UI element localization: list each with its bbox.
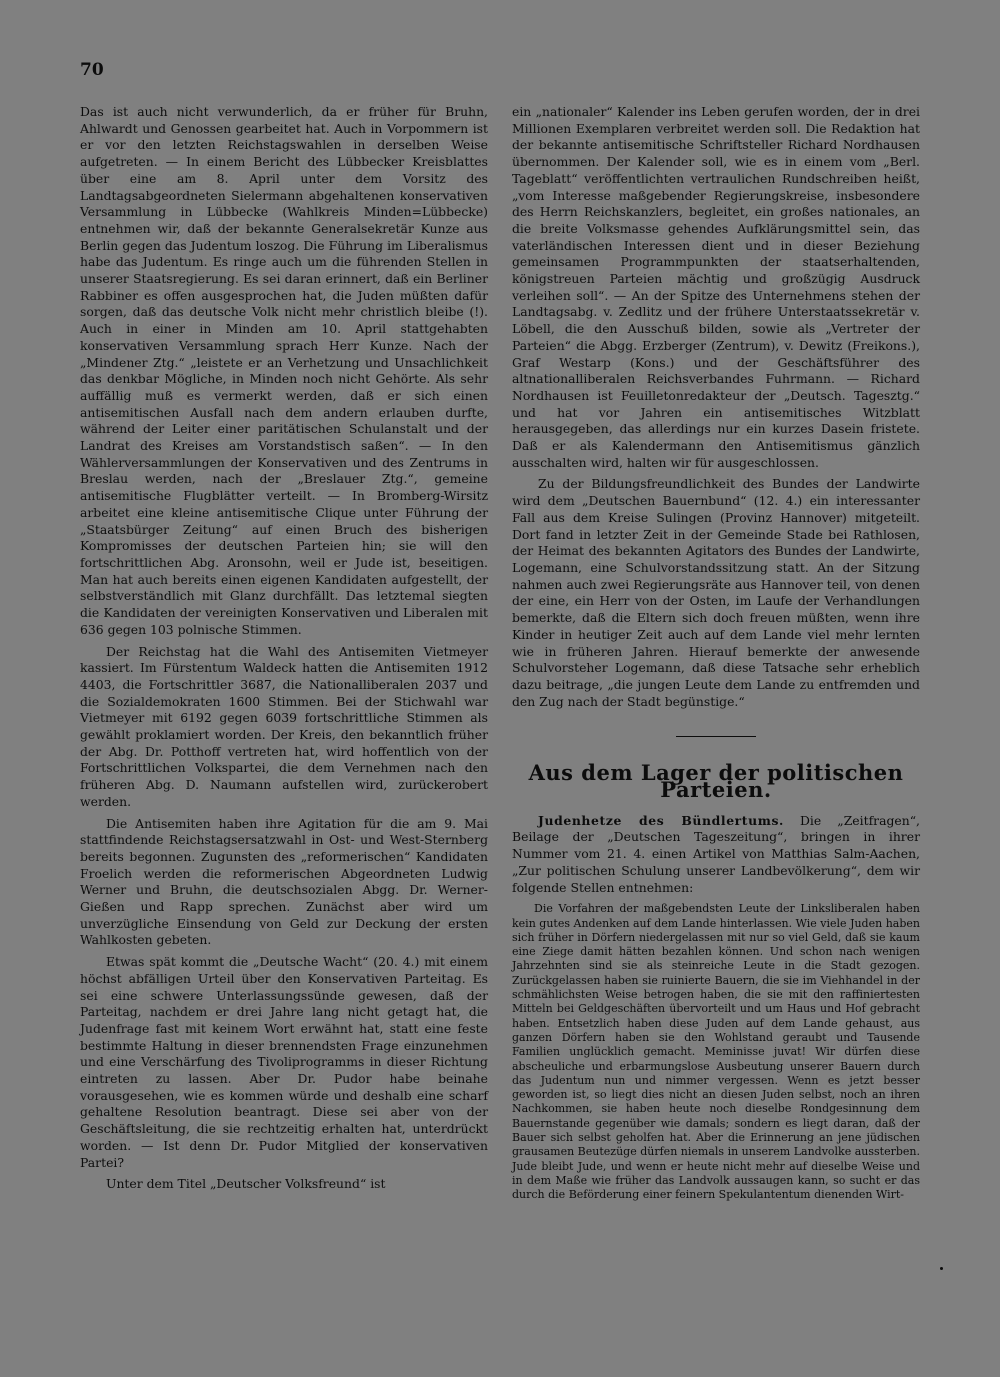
left-column (80, 104, 488, 1198)
paragraph: Die Antisemiten haben ihre Agitation für die am 9. Mai stattfindende Reichstagsersatzwahl in Ost- und West-Sternberg bereits begonnen. Zugunsten des „reformerischen“ Kandidaten Froelich werden die reformerischen Abgeordneten Ludwig Werner und Bruhn, die deutschsozialen Abgg. Dr. Werner-Gießen und Rapp sprechen. Zunächst aber wird um unverzügliche Einsendung von Geld zur Deckung der ersten Wahlkosten gebeten. (80, 815, 488, 948)
paragraph: Zu der Bildungsfreundlichkeit des Bundes der Landwirte wird dem „Deutschen Bauernbund“ (12. 4.) ein interessanter Fall aus dem Kreise Sulingen (Provinz Hannover) mitgeteilt. Dort fand in letzter Zeit in der Gemeinde Stade bei Rathlosen, der Heimat des bekannten Agitators des Bundes der Landwirte, Logemann, eine Schulvorstandssitzung statt. An der Sitzung nahmen auch zwei Regierungsräte aus Hannover teil, von denen der eine, ein Herr von der Osten, im Laufe der Verhandlungen bemerkte, daß die Eltern sich doch freuen müßten, wenn ihre Kinder in heutiger Zeit auch auf dem Lande viel mehr lernten wie in früheren Jahren. Hierauf bemerkte der anwesende Schulvorsteher Logemann, daß diese Tatsache sehr erheblich dazu beitrage, „die jungen Leute dem Lande zu entfremden und den Zug nach der Stadt begünstige.“ (512, 476, 920, 709)
paragraph: Die „Zeitfragen“, Beilage der „Deutschen Tageszeitung“, bringen in ihrer Nummer vom 21. 4. einen Artikel von Matthias Salm-Aachen, „Zur politischen Schulung unserer Landbevölkerung“, dem wir folgende Stellen entnehmen: (512, 812, 920, 895)
section-heading: Aus dem Lager der politischen Parteien. (528, 760, 904, 803)
paragraph: Das ist auch nicht verwunderlich, da er früher für Bruhn, Ahlwardt und Genossen gearbeitet hat. Auch in Vorpommern ist er vor den letzten Reichstagswahlen in derselben Weise aufgetreten. — In einem Bericht des Lübbecker Kreisblattes über eine am 8. April unter dem Vorsitz des Landtagsabgeordneten Sielermann abgehaltenen konservativen Versammlung in Lübbecke (Wahlkreis Minden=Lübbecke) entnehmen wir, daß der bekannte Generalsekretär Kunze aus Berlin gegen das Judentum loszog. Die Führung im Liberalismus habe das Judentum. Es ringe auch um die führenden Stellen in unserer Staatsregierung. Es sei daran erinnert, daß ein Berliner Rabbiner es offen ausgesprochen hat, die Juden müßten dafür sorgen, daß das deutsche Volk nicht mehr christlich bleibe (!). Auch in einer in Minden am 10. April stattgehabten konservativen Versammlung sprach Herr Kunze. Nach der „Mindener Ztg.“ „leistete er an Verhetzung und Unsachlichkeit das denkbar Mögliche, in Minden noch nicht Gehörte. Als sehr auffällig muß es vermerkt werden, daß er sich einen antisemitischen Ausfall nach dem andern erlauben durfte, während der Leiter einer paritätischen Schulanstalt und der Landrat des Kreises am Vorstandstisch saßen“. — In den Wählerversammlungen der Konservativen und des Zentrums in Breslau werden, nach der „Breslauer Ztg.“, gemeine antisemitische Flugblätter verteilt. — In Bromberg-Wirsitz arbeitet eine kleine antisemitische Clique unter Führung der „Staatsbürger Zeitung“ auf einen Bruch des bisherigen Kompromisses der deutschen Parteien hin; sie will den fortschrittlichen Abg. Aronsohn, weil er Jude ist, beseitigen. Man hat auch bereits einen eigenen Kandidaten aufgestellt, der selbstverständlich mit Glanz durchfällt. Das letztemal siegten die Kandidaten der vereinigten Konservativen und Liberalen mit 636 gegen 103 polnische Stimmen. (80, 104, 488, 637)
quoted-excerpt (512, 902, 920, 1202)
subheading: Judenhetze des Bündlertums. (538, 812, 784, 828)
right-column (512, 104, 920, 1207)
paragraph: Die Vorfahren der maßgebendsten Leute der Linksliberalen haben kein gutes Andenken auf dem Lande hinterlassen. Wie viele Juden haben sich früher in Dörfern niedergelassen mit nur so viel Geld, daß sie kaum eine Ziege damit hätten bezahlen können. Und schon nach wenigen Jahrzehnten sind sie als steinreiche Leute in die Stadt gezogen. Zurückgelassen haben sie ruinierte Bauern, die sie im Viehhandel in der schmählichsten Weise betrogen haben, die sie mit den raffiniertesten Mitteln bei Geldgeschäften übervorteilt und um Haus und Hof gebracht haben. Entsetzlich haben diese Juden auf dem Lande gehaust, aus ganzen Dörfern haben sie den Wohlstand geraubt und Tausende Familien unglücklich gemacht. Meminisse juvat! Wir dürfen diese abscheuliche und erbarmungslose Ausbeutung unserer Bauern durch das Judentum nun und nimmer vergessen. Wenn es jetzt besser geworden ist, so liegt dies nicht an diesen Juden selbst, noch an ihren Nachkommen, sie haben heute noch dieselbe Rondgesinnung dem Bauernstande gegenüber wie damals; sondern es liegt daran, daß der Bauer sich selbst geholfen hat. Aber die Erinnerung an jene jüdischen grausamen Beutezüge dürfen niemals in unserem Landvolke aussterben. Jude bleibt Jude, und wenn er heute nicht mehr auf dieselbe Weise und in dem Maße wie früher das Landvolk aussaugen kann, so sucht er das durch die Beförderung einer feinern Spekulantentum dienenden Wirt- (512, 902, 920, 1202)
section-divider (676, 736, 756, 737)
paragraph: Der Reichstag hat die Wahl des Antisemiten Vietmeyer kassiert. Im Fürstentum Waldeck hatten die Antisemiten 1912 4403, die Fortschrittler 3687, die Nationalliberalen 2037 und die Sozialdemokraten 1600 Stimmen. Bei der Stichwahl war Vietmeyer mit 6192 gegen 6039 fortschrittliche Stimmen als gewählt proklamiert worden. Der Kreis, den bekanntlich früher der Abg. Dr. Potthoff vertreten hat, wird hoffentlich von der Fortschrittlichen Volkspartei, die dem Vernehmen nach den früheren Abg. D. Naumann aufstellen wird, zurückerobert werden. (80, 643, 488, 809)
paragraph: ein „nationaler“ Kalender ins Leben gerufen worden, der in drei Millionen Exemplaren verbreitet werden soll. Die Redaktion hat der bekannte antisemitische Schriftsteller Richard Nordhausen übernommen. Der Kalender soll, wie es in einem vom „Berl. Tageblatt“ veröffentlichten vertraulichen Rundschreiben heißt, „vom Interesse maßgebender Regierungskreise, insbesondere des Herrn Reichskanzlers, begleitet, ein großes nationales, an die breite Volksmasse gehendes Aufklärungsmittel sein, das vaterländischen Interessen dient und in dieser Beziehung gemeinsamen Programmpunkten der staatserhaltenden, königstreuen Parteien mächtig und großzügig Ausdruck verleihen soll“. — An der Spitze des Unternehmens stehen der Landtagsabg. v. Zedlitz und der frühere Unterstaatssekretär v. Löbell, die den Ausschuß bilden, sowie als „Vertreter der Parteien“ die Abgg. Erzberger (Zentrum), v. Dewitz (Freikons.), Graf Westarp (Kons.) und der Geschäftsführer des altnationalliberalen Reichsverbandes Fuhrmann. — Richard Nordhausen ist Feuilletonredakteur der „Deutsch. Tagesztg.“ und hat vor Jahren ein antisemitisches Witzblatt herausgegeben, das allerdings nur ein kurzes Dasein fristete. Daß er als Kalendermann den Antisemitismus gänzlich ausschalten wird, halten wir für ausgeschlossen. (512, 104, 920, 470)
page-number: 70 (80, 60, 104, 80)
margin-mark (940, 1267, 943, 1270)
paragraph: Etwas spät kommt die „Deutsche Wacht“ (20. 4.) mit einem höchst abfälligen Urteil über den Konservativen Parteitag. Es sei eine schwere Unterlassungssünde gewesen, daß der Parteitag, nachdem er drei Jahre lang nicht getagt hat, die Judenfrage fast mit keinem Wort erwähnt hat, statt eine feste bestimmte Haltung in dieser brennendsten Frage einzunehmen und eine Verschärfung des Tivoliprogramms in dieser Richtung eintreten zu lassen. Aber Dr. Pudor habe beinahe vorausgesehen, wie es kommen würde und deshalb eine scharf gehaltene Resolution beantragt. Diese sei aber von der Geschäftsleitung, die sie rechtzeitig erhalten hat, unterdrückt worden. — Ist denn Dr. Pudor Mitglied der konservativen Partei? (80, 954, 488, 1170)
paragraph: Unter dem Titel „Deutscher Volksfreund“ ist (106, 1176, 386, 1192)
